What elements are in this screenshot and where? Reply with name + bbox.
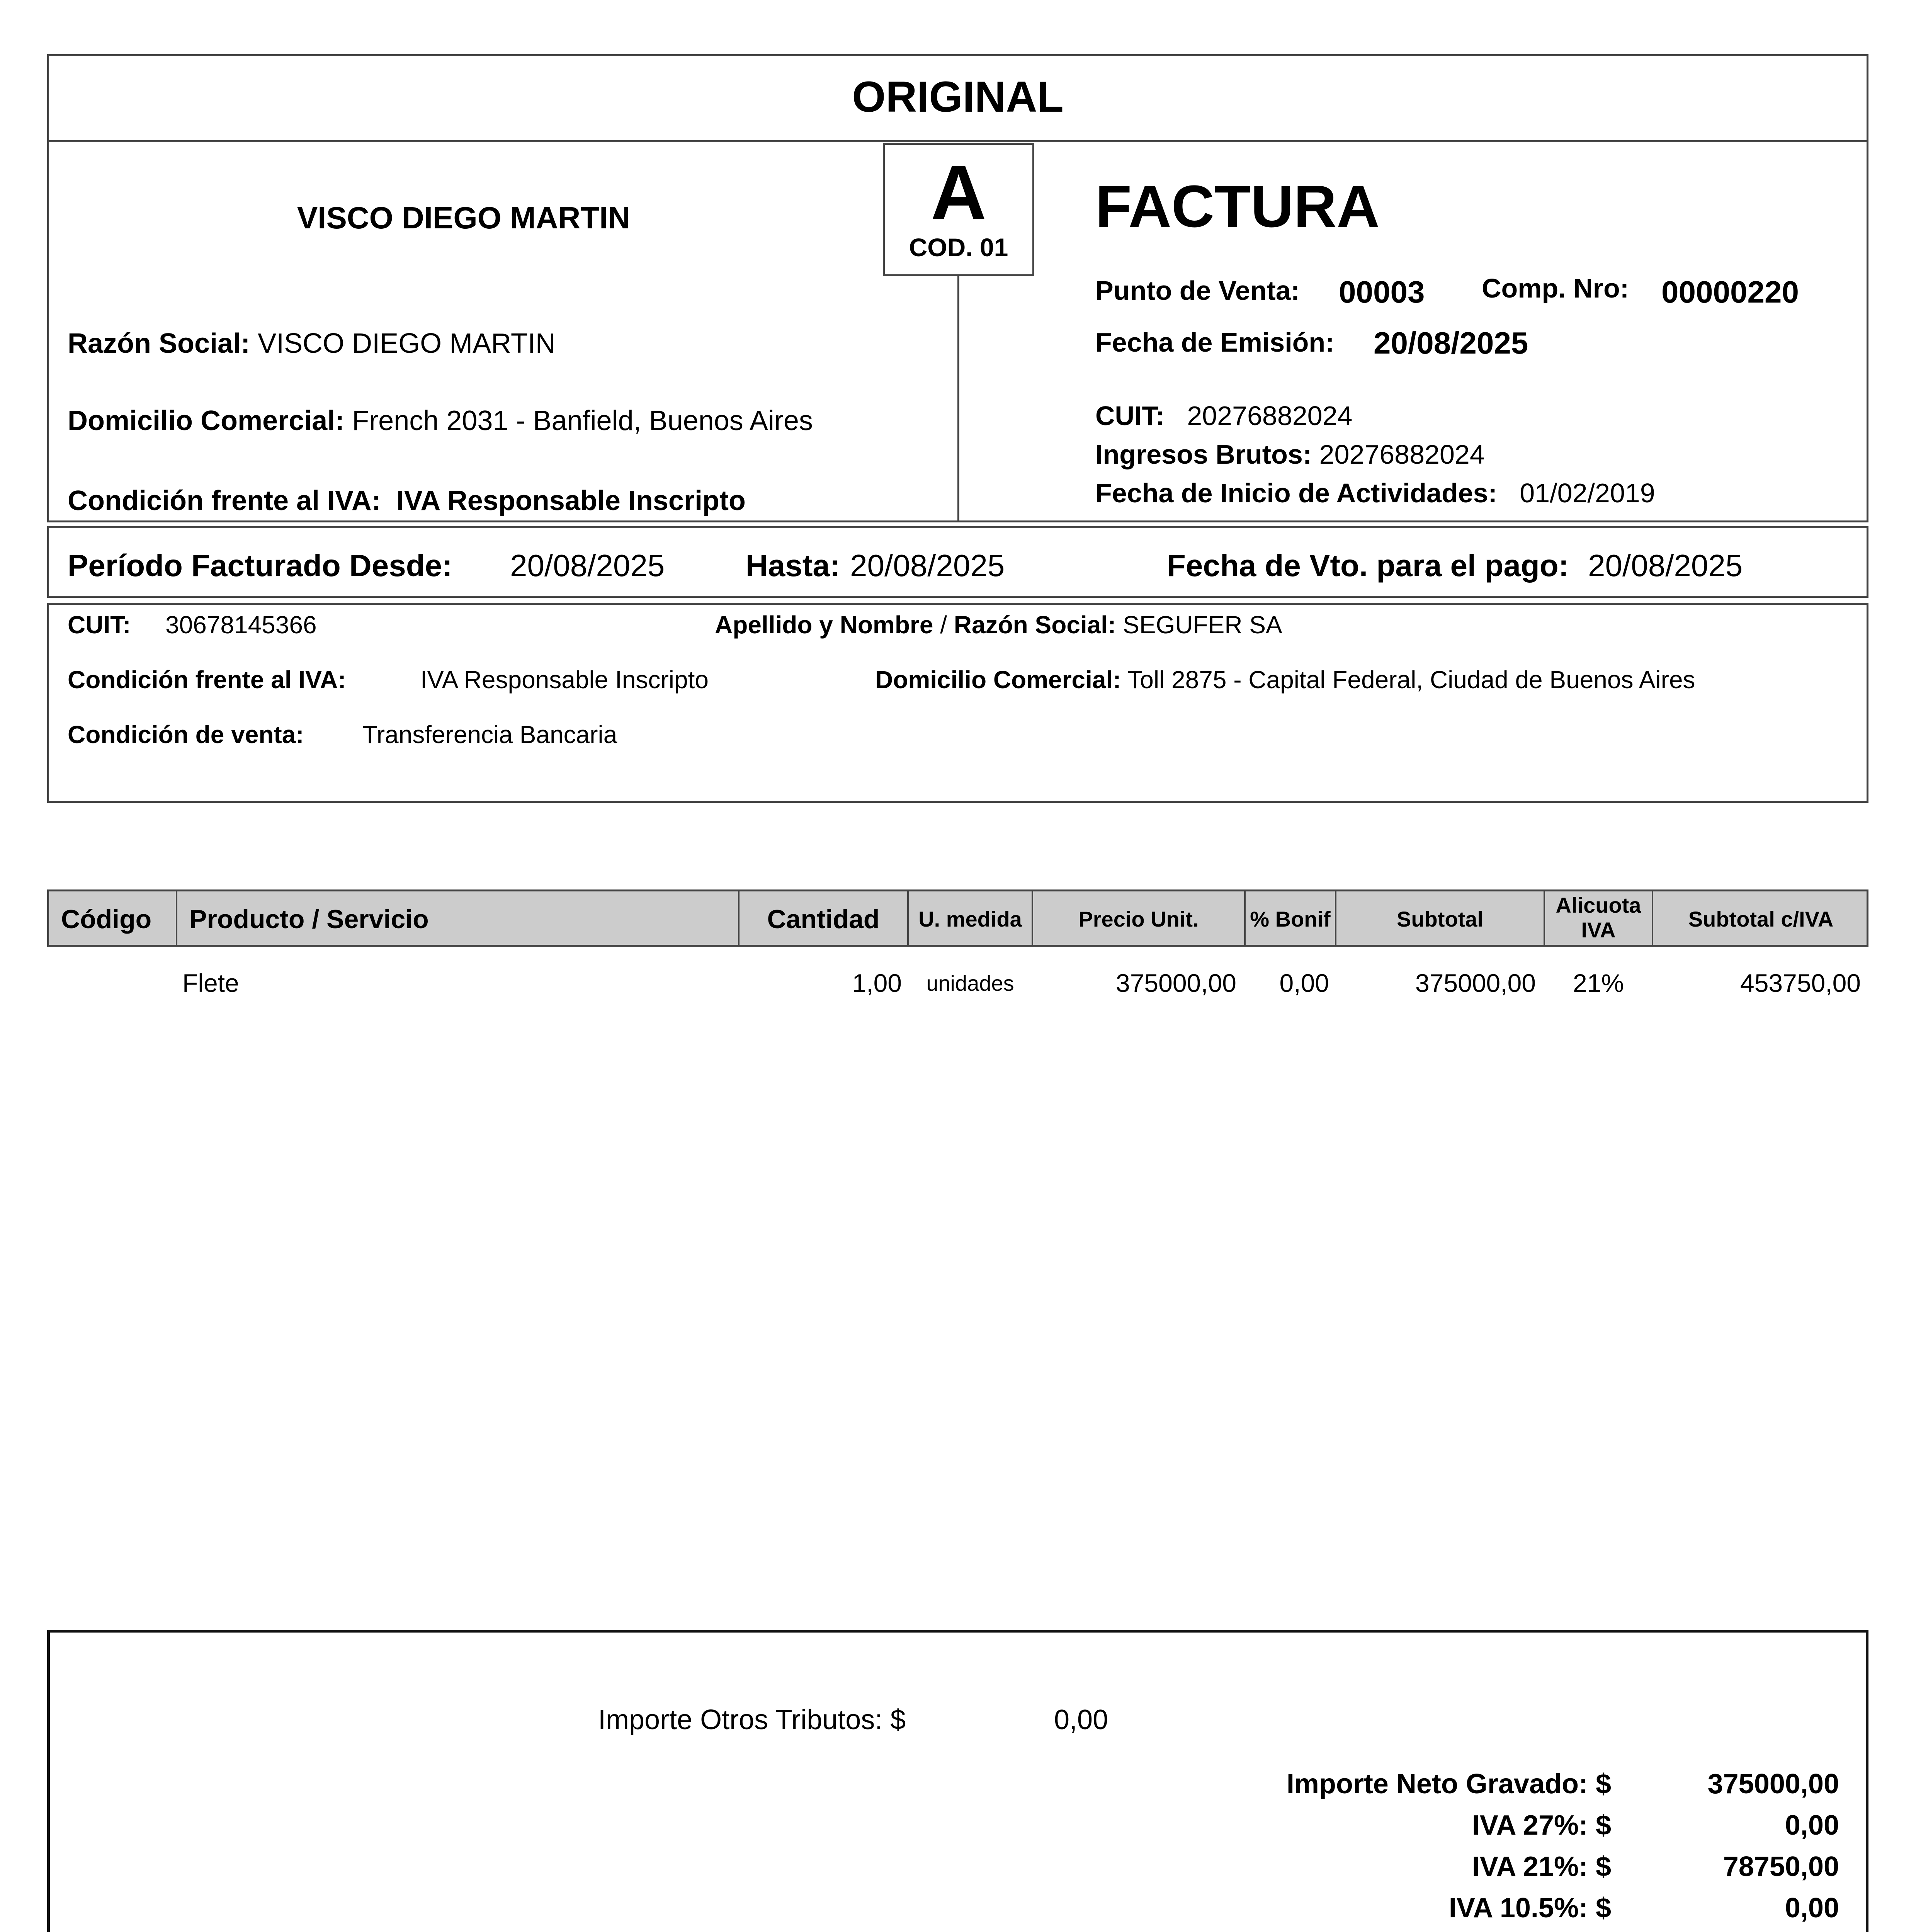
- iibb-value: 20276882024: [1319, 439, 1485, 469]
- th-alicuota-2: IVA: [1581, 918, 1616, 942]
- issuer-cuit-value: 20276882024: [1187, 401, 1353, 431]
- header-center-line: [957, 275, 959, 522]
- th-cantidad: Cantidad: [767, 905, 880, 934]
- client-venta-value: Transferencia Bancaria: [362, 721, 617, 748]
- fecha-emision-value: 20/08/2025: [1374, 326, 1528, 360]
- th-umedida: U. medida: [918, 907, 1022, 931]
- inicio-value: 01/02/2019: [1520, 478, 1655, 508]
- issuer-cuit: [1095, 400, 1352, 431]
- issuer-iva-label: Condición frente al IVA:: [68, 485, 381, 516]
- client-nombre-sep: /: [940, 611, 947, 639]
- issuer-name-header: VISCO DIEGO MARTIN: [297, 201, 631, 235]
- razon-social-label: Razón Social:: [68, 328, 250, 359]
- client-nombre-value: SEGUFER SA: [1123, 611, 1282, 639]
- total-line-label: IVA 21%: $: [1472, 1851, 1611, 1882]
- cell-subtotal-iva: 453750,00: [1740, 969, 1861, 997]
- total-line-label: Importe Neto Gravado: $: [1286, 1769, 1611, 1799]
- cell-cantidad: 1,00: [852, 969, 902, 997]
- th-bonif: % Bonif: [1250, 907, 1331, 931]
- client-cuit-value: 30678145366: [165, 611, 317, 639]
- th-subtotal: Subtotal: [1397, 907, 1483, 931]
- th-producto: Producto / Servicio: [189, 905, 429, 934]
- periodo-desde-label: Período Facturado Desde:: [68, 548, 452, 583]
- comp-nro-value: 00000220: [1661, 275, 1799, 309]
- issuer-razon-social: [68, 328, 556, 359]
- invoice-title: FACTURA: [1095, 173, 1380, 240]
- total-line-value: 375000,00: [1707, 1769, 1839, 1799]
- total-line-value: 0,00: [1785, 1893, 1839, 1923]
- issuer-iva-value: IVA Responsable Inscripto: [396, 485, 746, 516]
- client-nombre-label-a: Apellido y Nombre: [715, 611, 933, 639]
- th-alicuota-1: Alicuota: [1556, 893, 1641, 917]
- cell-subtotal: 375000,00: [1415, 969, 1536, 997]
- cell-alicuota: 21%: [1573, 969, 1624, 997]
- client-domicilio-value: Toll 2875 - Capital Federal, Ciudad de Buenos Aires: [1127, 666, 1695, 694]
- doc-type-letter: A: [930, 150, 987, 236]
- periodo-hasta-value: 20/08/2025: [850, 548, 1005, 583]
- col-divider: [176, 889, 177, 947]
- total-line-value: 78750,00: [1723, 1851, 1839, 1882]
- copy-label: ORIGINAL: [852, 73, 1064, 121]
- issuer-inicio: [1095, 478, 1655, 509]
- punto-venta-value: 00003: [1339, 275, 1425, 309]
- domicilio-label: Domicilio Comercial:: [68, 405, 345, 436]
- vto-pago-value: 20/08/2025: [1588, 548, 1743, 583]
- cell-precio: 375000,00: [1116, 969, 1236, 997]
- otros-tributos-label: Importe Otros Tributos: $: [598, 1704, 906, 1735]
- cell-producto: Flete: [182, 969, 239, 997]
- issuer-domicilio: [68, 405, 813, 437]
- cell-umedida: unidades: [926, 971, 1014, 995]
- th-codigo: Código: [61, 905, 152, 934]
- iibb-label: Ingresos Brutos:: [1095, 439, 1312, 469]
- issuer-iibb: [1095, 439, 1485, 470]
- header-divider: [47, 140, 1868, 142]
- th-subtotal-iva: Subtotal c/IVA: [1688, 907, 1834, 931]
- client-cuit-label: CUIT:: [68, 611, 131, 639]
- periodo-desde-value: 20/08/2025: [510, 548, 665, 583]
- otros-tributos-value: 0,00: [1054, 1704, 1108, 1735]
- total-line-value: 0,00: [1785, 1810, 1839, 1841]
- fecha-emision-label: Fecha de Emisión:: [1095, 327, 1335, 357]
- client-nombre: [715, 611, 1282, 639]
- domicilio-value: French 2031 - Banfield, Buenos Aires: [352, 405, 813, 436]
- vto-pago-label: Fecha de Vto. para el pago:: [1167, 548, 1569, 583]
- client-nombre-label-b: Razón Social:: [954, 611, 1116, 639]
- total-line-label: IVA 27%: $: [1472, 1810, 1611, 1841]
- client-iva-value: IVA Responsable Inscripto: [420, 666, 709, 694]
- th-precio: Precio Unit.: [1078, 907, 1199, 931]
- client-iva-label: Condición frente al IVA:: [68, 666, 346, 694]
- issuer-iva: [68, 485, 746, 517]
- total-line-label: IVA 10.5%: $: [1448, 1893, 1611, 1923]
- cell-bonif: 0,00: [1279, 969, 1329, 997]
- client-domicilio: [875, 665, 1695, 694]
- inicio-label: Fecha de Inicio de Actividades:: [1095, 478, 1497, 508]
- comp-nro-label: Comp. Nro:: [1482, 273, 1629, 303]
- periodo-hasta-label: Hasta:: [746, 548, 840, 583]
- doc-type-code: COD. 01: [909, 233, 1008, 262]
- client-venta-label: Condición de venta:: [68, 721, 304, 748]
- razon-social-value: VISCO DIEGO MARTIN: [258, 328, 556, 359]
- issuer-cuit-label: CUIT:: [1095, 401, 1165, 431]
- punto-venta-label: Punto de Venta:: [1095, 276, 1300, 306]
- client-domicilio-label: Domicilio Comercial:: [875, 666, 1121, 694]
